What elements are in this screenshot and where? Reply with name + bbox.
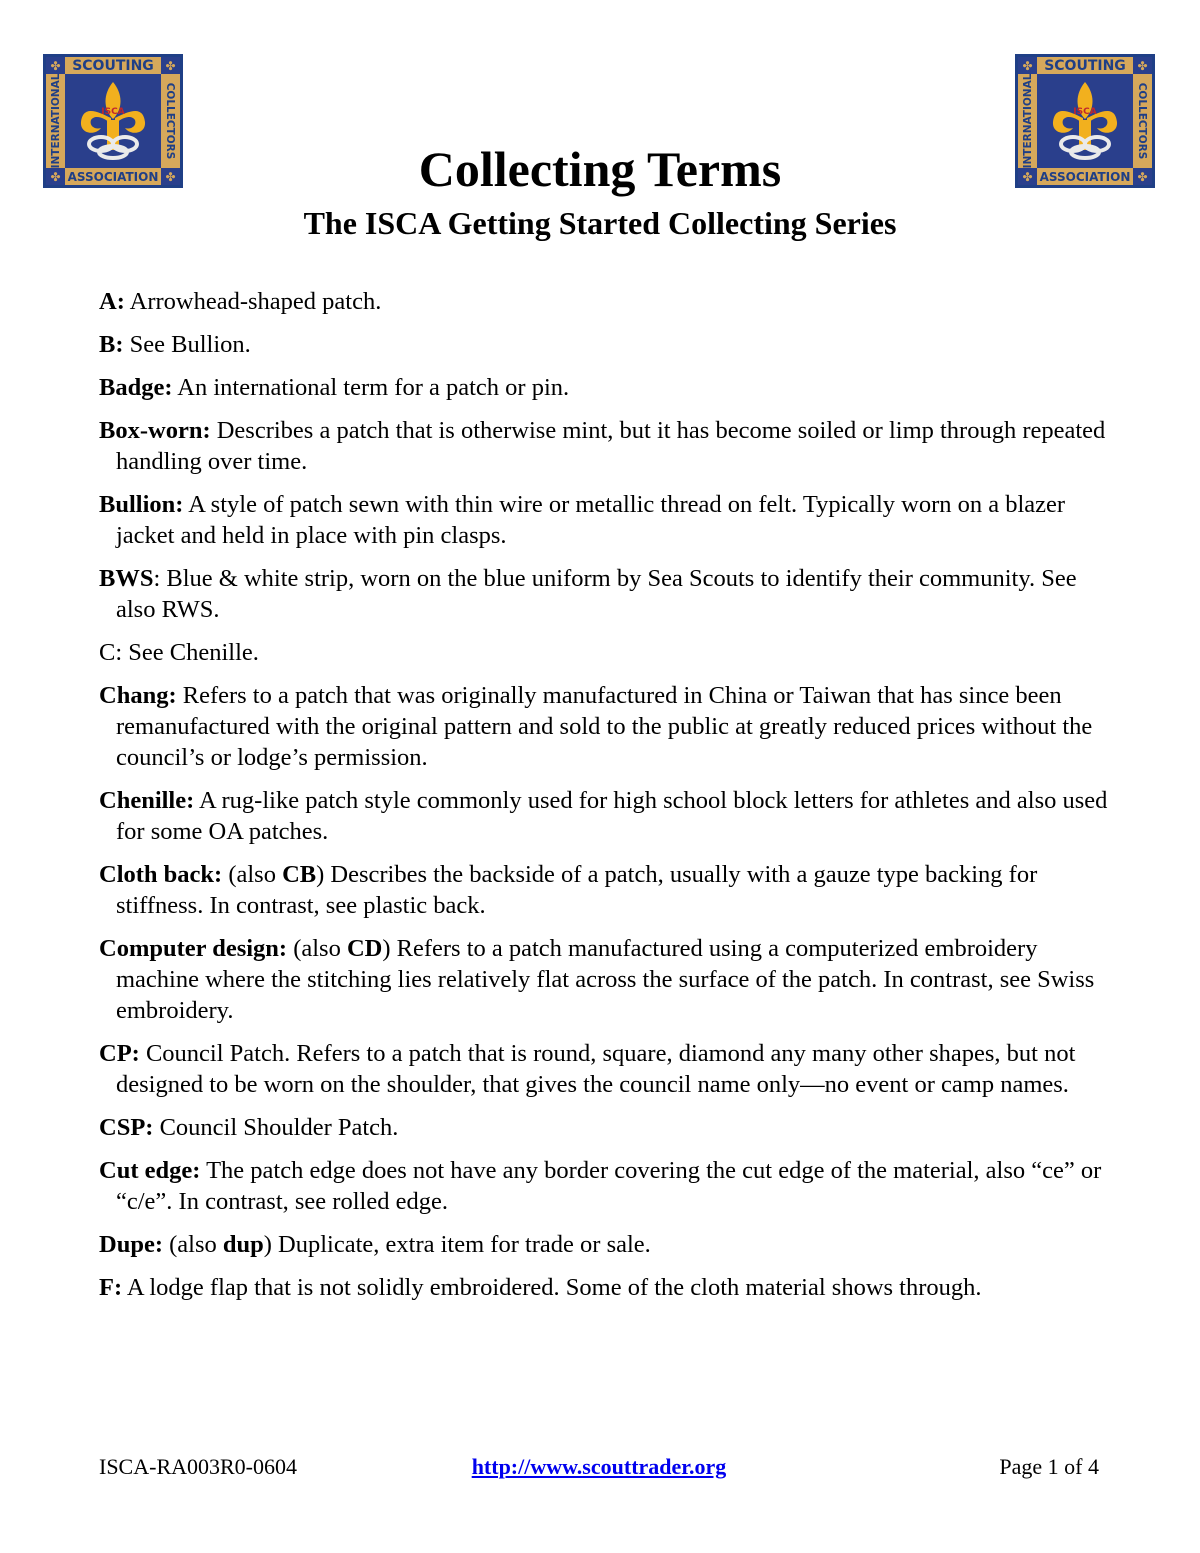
glossary-entry bbox=[99, 415, 1109, 477]
glossary-definition-cont: ) Refers to a patch manufactured using a computerized embroidery machine where the stitching lies relatively flat across the surface of the patch. In contrast, see Swiss embroidery. bbox=[116, 935, 1095, 1024]
logo-center-text: ISCA bbox=[1073, 107, 1097, 117]
svg-text:✤: ✤ bbox=[1022, 170, 1033, 184]
glossary-entry bbox=[99, 637, 1109, 668]
glossary-entry bbox=[99, 372, 1109, 403]
glossary-entry bbox=[99, 1112, 1109, 1143]
glossary-abbrev: CB bbox=[282, 861, 317, 888]
glossary-definition: A rug-like patch style commonly used for high school block letters for athletes and also used for some OA patches. bbox=[116, 787, 1108, 845]
glossary-entry bbox=[99, 563, 1109, 625]
glossary-entry bbox=[99, 1038, 1109, 1100]
logo-top-text: SCOUTING bbox=[1044, 58, 1126, 74]
glossary-entry bbox=[99, 1229, 1109, 1260]
svg-text:✤: ✤ bbox=[1137, 59, 1148, 73]
glossary-definition: (also bbox=[287, 935, 347, 962]
glossary-term: C bbox=[99, 639, 116, 666]
glossary-term: Computer design: bbox=[99, 935, 288, 962]
scouttrader-link[interactable]: http://www.scouttrader.org bbox=[471, 1454, 727, 1479]
glossary-definition-cont: ) Describes the backside of a patch, usually with a gauze type backing for stiffness. In contrast, see plastic back. bbox=[116, 861, 1038, 919]
glossary-definition: Council Shoulder Patch. bbox=[153, 1114, 399, 1141]
page-title: Collecting Terms bbox=[418, 141, 782, 197]
glossary-term: F: bbox=[99, 1274, 123, 1301]
svg-text:✤: ✤ bbox=[1137, 170, 1148, 184]
logo-center-text: ISCA bbox=[101, 107, 125, 117]
glossary-term: Bullion: bbox=[99, 491, 184, 518]
glossary-term: Cut edge: bbox=[99, 1157, 201, 1184]
glossary-entry bbox=[99, 785, 1109, 847]
glossary-definition: A style of patch sewn with thin wire or metallic thread on felt. Typically worn on a blazer jacket and held in place with pin clasps. bbox=[116, 491, 1066, 549]
glossary-definition: Describes a patch that is otherwise mint, but it has become soiled or limp through repeated handling over time. bbox=[116, 417, 1106, 475]
page-subtitle: The ISCA Getting Started Collecting Series bbox=[303, 205, 897, 241]
glossary-entry bbox=[99, 329, 1109, 360]
glossary-abbrev: dup bbox=[222, 1231, 264, 1258]
glossary-entry bbox=[99, 933, 1109, 1026]
glossary-definition: The patch edge does not have any border covering the cut edge of the material, also “ce” or “c/e”. In contrast, see rolled edge. bbox=[116, 1157, 1102, 1215]
glossary-entry bbox=[99, 1155, 1109, 1217]
glossary-definition-cont: ) Duplicate, extra item for trade or sale. bbox=[263, 1231, 651, 1258]
svg-text:✤: ✤ bbox=[165, 170, 176, 184]
glossary-list bbox=[99, 286, 1109, 1315]
logo-bottom-text: ASSOCIATION bbox=[67, 170, 159, 184]
svg-text:✤: ✤ bbox=[1022, 59, 1033, 73]
logo-right-text: COLLECTORS bbox=[1136, 82, 1148, 160]
glossary-definition: See Bullion. bbox=[123, 331, 251, 358]
glossary-entry bbox=[99, 286, 1109, 317]
glossary-term: Dupe: bbox=[99, 1231, 163, 1258]
glossary-definition: : Blue & white strip, worn on the blue uniform by Sea Scouts to identify their community. See also RWS. bbox=[116, 565, 1077, 623]
glossary-definition: (also bbox=[162, 1231, 223, 1258]
glossary-definition: An international term for a patch or pin. bbox=[172, 374, 570, 401]
svg-text:✤: ✤ bbox=[50, 170, 61, 184]
glossary-term: BWS bbox=[99, 565, 154, 592]
logo-right-text: COLLECTORS bbox=[164, 82, 176, 160]
glossary-term: CSP: bbox=[99, 1114, 154, 1141]
document-code: ISCA-RA003R0-0604 bbox=[99, 1454, 298, 1479]
glossary-term: B: bbox=[99, 331, 124, 358]
logo-left-text: INTERNATIONAL bbox=[1022, 73, 1034, 169]
glossary-term: A: bbox=[99, 288, 125, 315]
glossary-abbrev: CD bbox=[346, 935, 383, 962]
glossary-definition: : See Chenille. bbox=[115, 639, 259, 666]
glossary-term: Cloth back: bbox=[99, 861, 223, 888]
glossary-definition: Refers to a patch that was originally manufactured in China or Taiwan that has since been remanufactured with the original pattern and sold to the public at greatly reduced prices without the council’s or lodge’s permission. bbox=[116, 682, 1093, 771]
glossary-entry bbox=[99, 680, 1109, 773]
logo-left-text: INTERNATIONAL bbox=[50, 73, 62, 169]
glossary-term: Chenille: bbox=[99, 787, 195, 814]
glossary-term: Box-worn: bbox=[99, 417, 211, 444]
glossary-entry bbox=[99, 489, 1109, 551]
glossary-entry bbox=[99, 859, 1109, 921]
glossary-definition: Arrowhead-shaped patch. bbox=[124, 288, 382, 315]
logo-top-text: SCOUTING bbox=[72, 58, 154, 74]
glossary-term: Chang: bbox=[99, 682, 177, 709]
glossary-definition: A lodge flap that is not solidly embroidered. Some of the cloth material shows through. bbox=[122, 1274, 982, 1301]
page-footer bbox=[99, 1454, 1099, 1484]
page-number: Page 1 of 4 bbox=[999, 1454, 1099, 1479]
svg-text:✤: ✤ bbox=[165, 59, 176, 73]
glossary-term: CP: bbox=[99, 1040, 140, 1067]
logo-bottom-text: ASSOCIATION bbox=[1039, 170, 1131, 184]
glossary-entry bbox=[99, 1272, 1109, 1303]
glossary-term: Badge: bbox=[99, 374, 173, 401]
glossary-definition: Council Patch. Refers to a patch that is round, square, diamond any many other shapes, but not designed to be worn on the shoulder, that gives the council name only—no event or camp names. bbox=[116, 1040, 1076, 1098]
svg-text:✤: ✤ bbox=[50, 59, 61, 73]
glossary-definition: (also bbox=[222, 861, 283, 888]
